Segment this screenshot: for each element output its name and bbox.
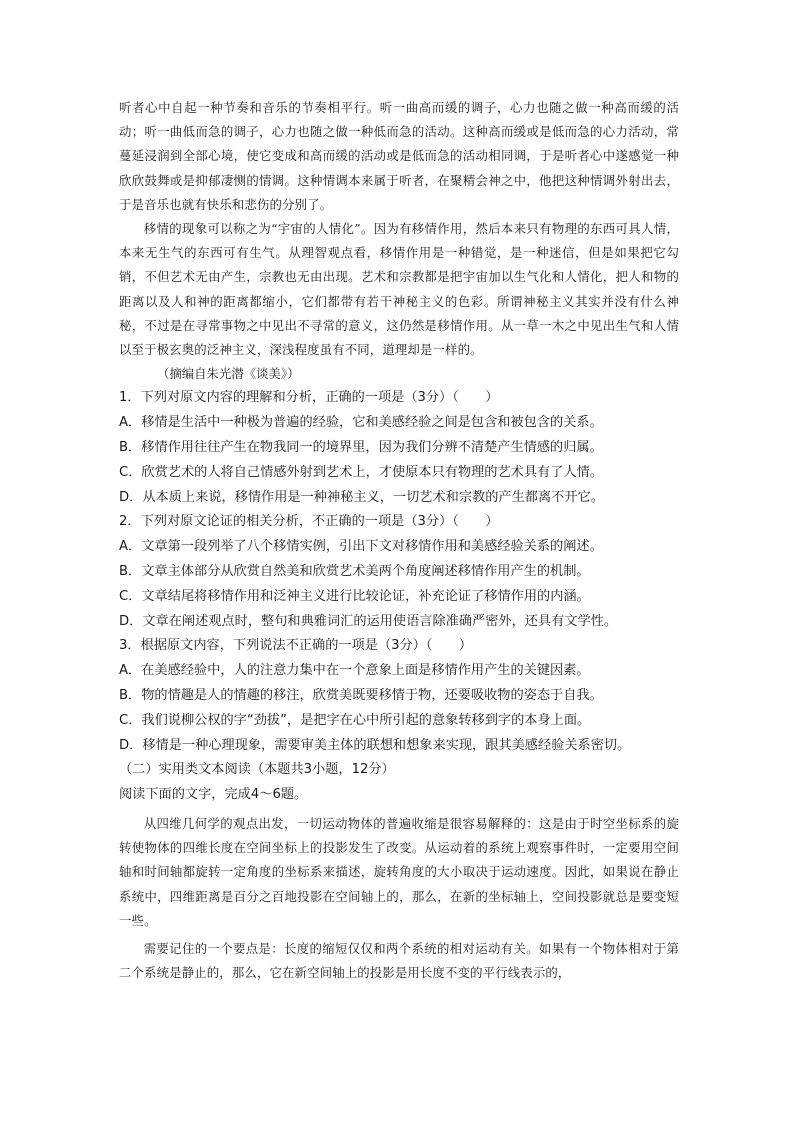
section2-instruction: 阅读下面的文字，完成4～6题。 [119, 787, 308, 803]
section2-paragraph-1: 从四维几何学的观点出发，一切运动物体的普遍收缩是很容易解释的：这是由于时空坐标系的旋转使物体的四维长度在空间坐标上的投影发生了改变。从运动着的系统上观察事件时，一定要用空间轴和时间轴都旋转一定角度的坐标系来描述，旋转角度的大小取决于运动速度。因此，如果说在静止系统中，四维距离是百分之百地投影在空间轴上的，那么，在新的坐标轴上，空间投影就总是要变短一些。 [119, 815, 679, 928]
question-option: C．文章结尾将移情作用和泛神主义进行比较论证，补充论证了移情作用的内涵。 [119, 588, 590, 604]
question-option: A．在美感经验中，人的注意力集中在一个意象上面是移情作用产生的关键因素。 [119, 663, 590, 679]
passage1-paragraph-1: 听者心中自起一种节奏和音乐的节奏相平行。听一曲高而缓的调子，心力也随之做一种高而缓的活动；听一曲低而急的调子，心力也随之做一种低而急的活动。这种高而缓或是低而急的心力活动，常蔓延浸润到全部心境，使它变成和高而缓的活动或是低而急的活动相同调，于是听者心中遂感觉一种欣欣鼓舞或是抑郁凄恻的情调。这种情调本来属于听者，在聚精会神之中，他把这种情调外射出去，于是音乐也就有快乐和悲伤的分别了。 [119, 100, 679, 212]
question-3 [119, 634, 679, 758]
passage1-paragraph-2: 移情的现象可以称之为“宇宙的人情化”。因为有移情作用，然后本来只有物理的东西可具人情，本来无生气的东西可有生气。从理智观点看，移情作用是一种错觉，是一种迷信，但是如果把它勾销，不但艺术无由产生，宗教也无由出现。艺术和宗教都是把宇宙加以生气化和人情化，把人和物的距离以及人和神的距离都缩小，它们都带有若干神秘主义的色彩。所谓神秘主义其实并没有什么神秘，不过是在寻常事物之中见出不寻常的意义，这仍然是移情作用。从一草一木之中见出生气和人情以至于极玄奥的泛神主义，深浅程度虽有不同，道理却是一样的。 [119, 221, 679, 358]
question-option: B．物的情趣是人的情趣的移注，欣赏美既要移情于物，还要吸收物的姿态于自我。 [119, 688, 603, 703]
document-page [119, 96, 679, 985]
question-stem: 1．下列对原文内容的理解和分析，正确的一项是（3分）（ ） [119, 390, 499, 406]
question-1 [119, 386, 679, 510]
section2-heading: （二）实用类文本阅读（本题共3小题，12分） [119, 762, 395, 778]
question-option: D．移情是一种心理现象，需要审美主体的联想和想象来实现，跟其美感经验关系密切。 [119, 737, 631, 753]
question-option: A．移情是生活中一种极为普遍的经验，它和美感经验之间是包含和被包含的关系。 [119, 415, 603, 431]
question-option: C．我们说柳公权的字“劲拔”，是把字在心中所引起的意象转移到字的本身上面。 [119, 712, 591, 728]
question-option: D．文章在阐述观点时，整句和典雅词汇的运用使语言除准确严密外，还具有文学性。 [119, 613, 618, 629]
question-option: C．欣赏艺术的人将自己情感外射到艺术上，才使原本只有物理的艺术具有了人情。 [119, 464, 603, 480]
question-option: A．文章第一段列举了八个移情实例，引出下文对移情作用和美感经验关系的阐述。 [119, 539, 603, 555]
question-option: B．移情作用往往产生在物我同一的境界里，因为我们分辨不清楚产生情感的归属。 [119, 440, 603, 456]
passage1-source: （摘编自朱光潜《谈美》） [157, 366, 300, 382]
question-option: B．文章主体部分从欣赏自然美和欣赏艺术美两个角度阐述移情作用产生的机制。 [119, 564, 590, 580]
question-option: D．从本质上来说，移情作用是一种神秘主义，一切艺术和宗教的产生都离不开它。 [119, 489, 604, 505]
question-2 [119, 510, 679, 634]
section2-paragraph-2: 需要记住的一个要点是：长度的缩短仅仅和两个系统的相对运动有关。如果有一个物体相对于第二个系统是静止的，那么，它在新空间轴上的投影是用长度不变的平行线表示的， [119, 941, 679, 981]
question-stem: 2．下列对原文论证的相关分析，不正确的一项是（3分）（ ） [119, 514, 499, 530]
question-stem: 3．根据原文内容，下列说法不正确的一项是（3分）（ ） [119, 638, 473, 654]
